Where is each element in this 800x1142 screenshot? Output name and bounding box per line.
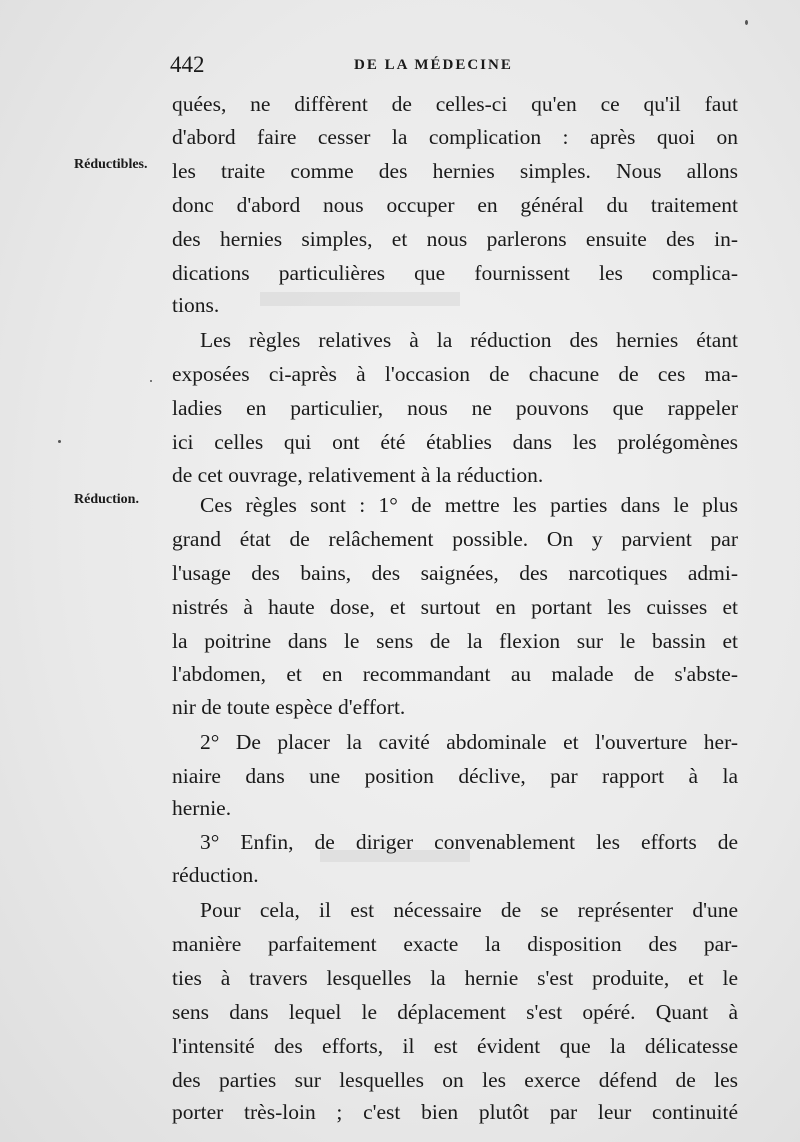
text-line: les traite comme des hernies simples. Nous allons [172,159,738,183]
margin-note-reduction: Réduction. [74,492,139,507]
ink-speck [150,380,152,382]
text-line: manière parfaitement exacte la disposition des par- [172,932,738,956]
text-line: nir de toute espèce d'effort. [172,695,406,719]
text-line: exposées ci-après à l'occasion de chacune de ces ma- [172,362,738,386]
text-line: l'intensité des efforts, il est évident que la délicatesse [172,1034,738,1058]
page-number: 442 [170,52,205,77]
page-header [170,52,740,82]
text-line: porter très-loin ; c'est bien plutôt par leur continuité [172,1100,738,1124]
text-line: des hernies simples, et nous parlerons ensuite des in- [172,227,738,251]
text-line: la poitrine dans le sens de la flexion sur le bassin et [172,629,738,653]
text-line: tions. [172,293,220,317]
text-line: dications particulières que fournissent les complica- [172,261,738,285]
ink-speck [58,440,61,443]
text-line: Les règles relatives à la réduction des hernies étant [200,328,738,352]
text-line: hernie. [172,796,232,820]
text-line: des parties sur lesquelles on les exerce défend de les [172,1068,738,1092]
ink-speck [745,20,748,25]
text-line: ladies en particulier, nous ne pouvons que rappeler [172,396,738,420]
text-line: grand état de relâchement possible. On y parvient par [172,527,738,551]
text-line: 2° De placer la cavité abdominale et l'ouverture her- [200,730,738,754]
text-line: Pour cela, il est nécessaire de se représenter d'une [200,898,738,922]
text-line: ici celles qui ont été établies dans les prolégomènes [172,430,738,454]
margin-note-reductibles: Réductibles. [74,157,148,172]
text-line: 3° Enfin, de diriger convenablement les efforts de [200,830,738,854]
text-line: donc d'abord nous occuper en général du traitement [172,193,738,217]
text-line: d'abord faire cesser la complication : après quoi on [172,125,738,149]
text-line: quées, ne diffèrent de celles-ci qu'en ce qu'il faut [172,92,738,116]
text-line: de cet ouvrage, relativement à la réduction. [172,463,544,487]
text-line: sens dans lequel le déplacement s'est opéré. Quant à [172,1000,738,1024]
text-line: Ces règles sont : 1° de mettre les parties dans le plus [200,493,738,517]
text-line: réduction. [172,863,259,887]
text-line: nistrés à haute dose, et surtout en portant les cuisses et [172,595,738,619]
text-line: l'abdomen, et en recommandant au malade de s'abste- [172,662,738,686]
text-line: ties à travers lesquelles la hernie s'est produite, et le [172,966,738,990]
text-line: niaire dans une position déclive, par rapport à la [172,764,738,788]
text-line: l'usage des bains, des saignées, des narcotiques admi- [172,561,738,585]
running-title: DE LA MÉDECINE [354,57,513,73]
